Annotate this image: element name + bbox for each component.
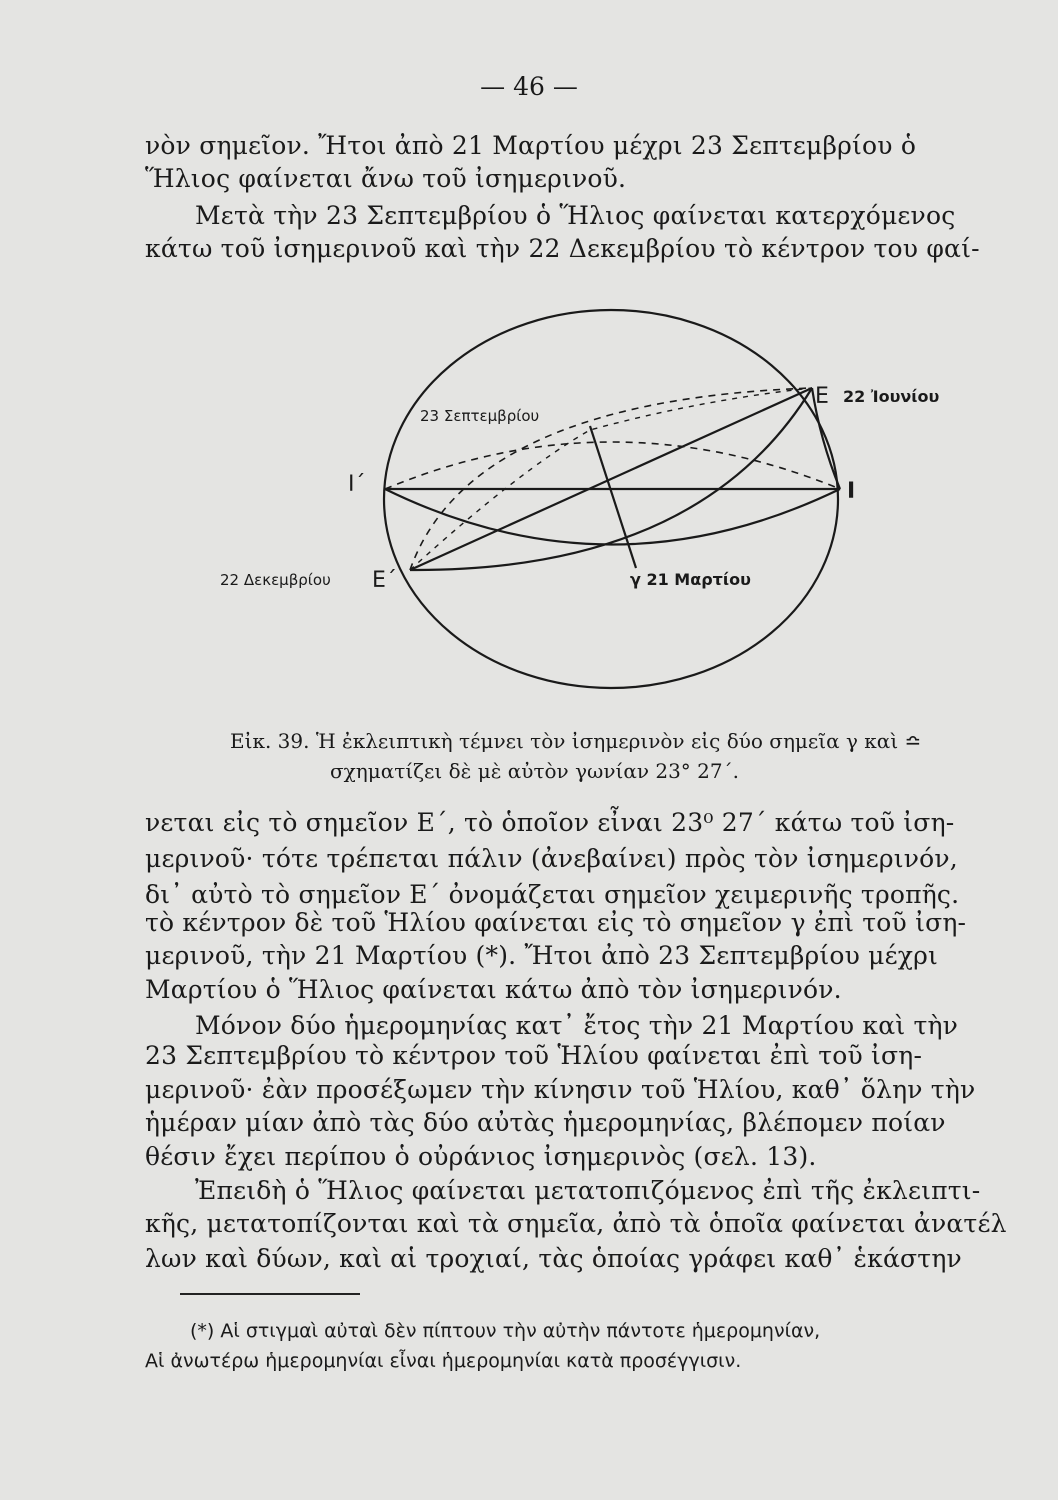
text-line: μερινοῦ· τότε τρέπεται πάλιν (ἀνεβαίνει) πρὸς τὸν ἰσημερινόν, [145, 844, 958, 873]
equator-back [385, 442, 840, 489]
celestial-sphere-figure [0, 0, 1058, 720]
text-line: δι᾽ αὐτὸ τὸ σημεῖον Ε΄ ὀνομάζεται σημεῖον χειμερινῆς τροπῆς. [145, 880, 960, 909]
label-E: Ε [815, 384, 829, 409]
text-line: Μαρτίου ὁ Ἥλιος φαίνεται κάτω ἀπὸ τὸν ἰσημερινόν. [145, 975, 842, 1004]
label-december: 22 Δεκεμβρίου [220, 571, 331, 589]
text-line: 23 Σεπτεμβρίου τὸ κέντρον τοῦ Ἡλίου φαίνεται ἐπὶ τοῦ ἰση- [145, 1041, 923, 1070]
text-line: κῆς, μετατοπίζονται καὶ τὰ σημεῖα, ἀπὸ τὰ ὁποῖα φαίνεται ἀνατέλ [145, 1209, 1007, 1238]
text-line: κάτω τοῦ ἰσημερινοῦ καὶ τὴν 22 Δεκεμβρίου τὸ κέντρον του φαί- [145, 234, 980, 263]
text-line: νὸν σημεῖον. Ἤτοι ἀπὸ 21 Μαρτίου μέχρι 23 Σεπτεμβρίου ὁ [145, 131, 917, 160]
text-line: Μετὰ τὴν 23 Σεπτεμβρίου ὁ Ἥλιος φαίνεται κατερχόμενος [195, 201, 956, 230]
label-june: 22 Ἰουνίου [843, 387, 940, 406]
label-E-prime: Ε΄ [372, 568, 397, 593]
text-line: μερινοῦ· ἐὰν προσέξωμεν τὴν κίνησιν τοῦ Ἡλίου, καθ᾽ ὅλην τὴν [145, 1075, 976, 1104]
text-line: Ἥλιος φαίνεται ἄνω τοῦ ἰσημερινοῦ. [145, 164, 627, 193]
text-line: θέσιν ἔχει περίπου ὁ οὐράνιος ἰσημερινὸς (σελ. 13). [145, 1142, 817, 1171]
label-march: γ 21 Μαρτίου [630, 570, 751, 589]
label-I: Ι [847, 479, 856, 504]
text-line: τὸ κέντρον δὲ τοῦ Ἡλίου φαίνεται εἰς τὸ σημεῖον γ ἐπὶ τοῦ ἰση- [145, 908, 967, 937]
text-line: λων καὶ δύων, καὶ αἱ τροχιαί, τὰς ὁποίας γράφει καθ᾽ ἑκάστην [145, 1244, 962, 1273]
sphere-outline [384, 310, 838, 688]
text-line: μερινοῦ, τὴν 21 Μαρτίου (*). Ἤτοι ἀπὸ 23 Σεπτεμβρίου μέχρι [145, 941, 939, 970]
figure-caption-line1: Εἰκ. 39. Ἡ ἐκλειπτικὴ τέμνει τὸν ἰσημερινὸν εἰς δύο σημεῖα γ καὶ ≏ [230, 729, 922, 753]
footnote-rule [180, 1293, 360, 1295]
text-line: Ἐπειδὴ ὁ Ἥλιος φαίνεται μετατοπιζόμενος ἐπὶ τῆς ἐκλειπτι- [195, 1176, 981, 1205]
text-line: Μόνον δύο ἡμερομηνίας κατ᾽ ἔτος τὴν 21 Μαρτίου καὶ τὴν [195, 1011, 959, 1040]
label-I-prime: Ι΄ [348, 472, 366, 497]
footnote-line1: (*) Αἱ στιγμαὶ αὐταὶ δὲν πίπτουν τὴν αὐτὴν πάντοτε ἡμερομηνίαν, [190, 1320, 821, 1342]
text-line: νεται εἰς τὸ σημεῖον Ε΄, τὸ ὁποῖον εἶναι 23⁰ 27΄ κάτω τοῦ ἰση- [145, 808, 955, 837]
label-september: 23 Σεπτεμβρίου [420, 407, 540, 425]
page-number: — 46 — [480, 72, 578, 101]
figure-caption-line2: σχηματίζει δὲ μὲ αὐτὸν γωνίαν 23° 27΄. [330, 759, 739, 783]
text-line: ἡμέραν μίαν ἀπὸ τὰς δύο αὐτὰς ἡμερομηνίας, βλέπομεν ποίαν [145, 1108, 946, 1137]
footnote-line2: Αἱ ἀνωτέρω ἡμερομηνίαι εἶναι ἡμερομηνίαι κατὰ προσέγγισιν. [145, 1350, 742, 1372]
